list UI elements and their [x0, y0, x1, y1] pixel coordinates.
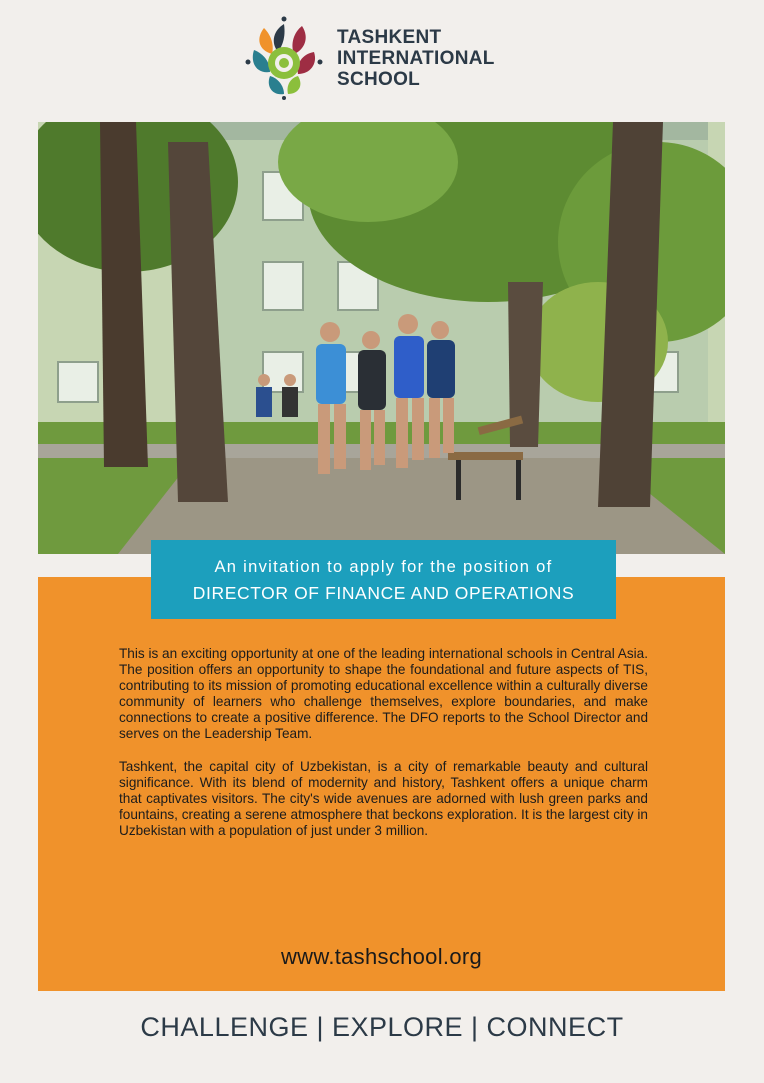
- position-title: DIRECTOR OF FINANCE AND OPERATIONS: [192, 583, 575, 603]
- students-running-photo: [38, 122, 725, 554]
- school-name-line-2: INTERNATIONAL: [337, 48, 495, 69]
- school-name: [337, 27, 495, 90]
- body-text: [119, 646, 648, 855]
- invitation-heading: An invitation to apply for the position of: [214, 558, 553, 576]
- paragraph-opportunity: This is an exciting opportunity at one of the leading international schools in Central Asia. The position offers an opportunity to shape the foundational and future aspects of TIS, contributing to its mission of promoting educational excellence within a culturally diverse community of learners who challenge themselves, explore boundaries, and make connections to create a positive difference. The DFO reports to the School Director and serves on the Leadership Team.: [119, 646, 648, 742]
- paragraph-tashkent: Tashkent, the capital city of Uzbekistan, is a city of remarkable beauty and cultural significance. With its blend of modernity and history, Tashkent offers a unique charm that captivates visitors. The city's wide avenues are adorned with lush green parks and fountains, creating a serene atmosphere that beckons exploration. It is the largest city in Uzbekistan with a population of just under 3 million.: [119, 758, 648, 838]
- school-name-line-3: SCHOOL: [337, 69, 421, 90]
- position-title-box: [151, 540, 616, 619]
- website-link[interactable]: www.tashschool.org: [280, 944, 483, 969]
- school-name-line-1: TASHKENT: [337, 27, 442, 48]
- header: [0, 0, 764, 112]
- tagline: CHALLENGE | EXPLORE | CONNECT: [140, 1012, 624, 1042]
- tis-flower-logo-icon: [244, 16, 324, 100]
